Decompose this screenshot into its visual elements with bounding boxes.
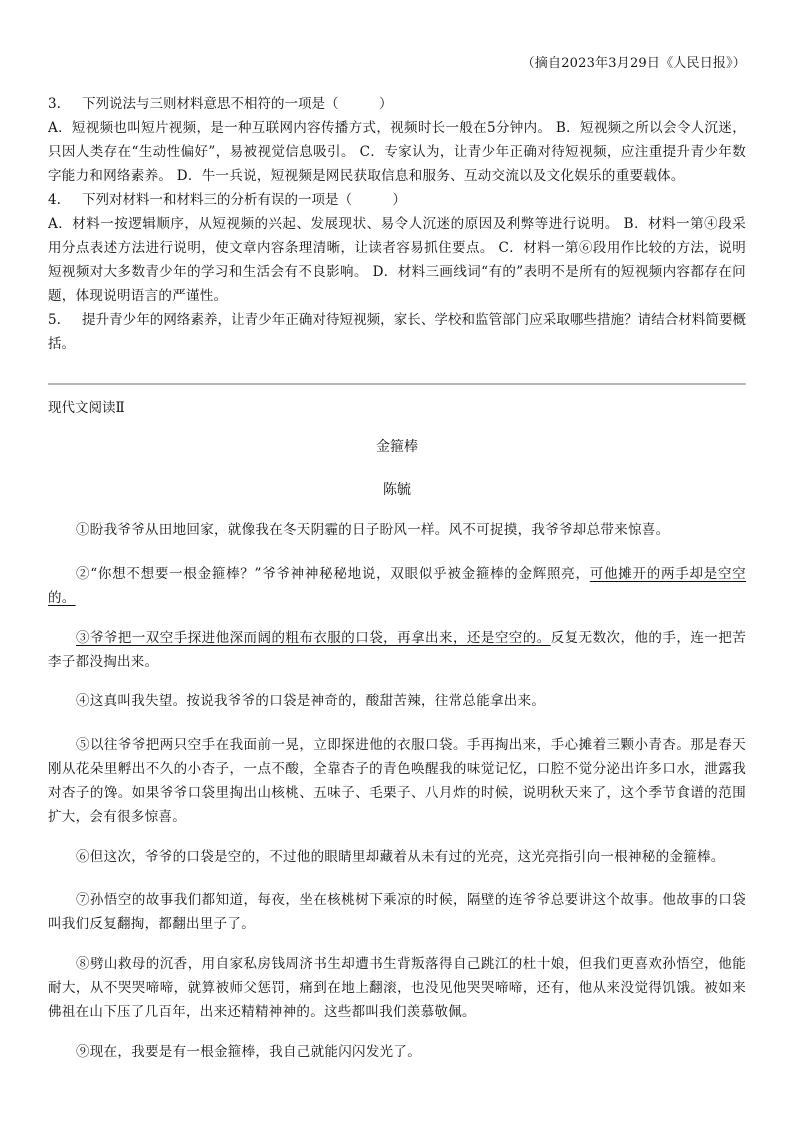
paragraph-text: ⑤以往爷爷把两只空手在我面前一晃，立即探进他的衣服口袋。手再掏出来，手心摊着三颗小青杏。那是春天刚从花朵里孵出不久的小杏子，一点不酸，全靠杏子的青色唤醒我的味觉记忆，口腔不觉分泌出许多口水，泄露我对杏子的馋。如果爷爷口袋里掏出山核桃、五味子、毛栗子、八月炸的时候，说明秋天来了，这个季节食谱的范围扩大，会有很多惊喜。 — [48, 737, 746, 825]
question-3 — [48, 92, 746, 116]
question-5 — [48, 308, 746, 356]
source-citation: （摘自2023年3月29日《人民日报》） — [521, 56, 746, 71]
question-stem: 下列说法与三则材料意思不相符的一项是（ ） — [82, 96, 393, 112]
article-title: 金箍棒 — [376, 439, 418, 455]
paragraph-text: ⑦孙悟空的故事我们都知道，每夜，坐在核桃树下乘凉的时候，隔壁的连爷爷总要讲这个故事。他故事的口袋叫我们反复翻掏，都翻出里子了。 — [48, 892, 746, 932]
paragraph-text: 反复无数次，他的手，连一把苦李子都没掏出来。 — [48, 630, 747, 670]
question-3-options: A．短视频也叫短片视频，是一种互联网内容传播方式，视频时长一般在5分钟内。 B．短视频之所以会令人沉迷，只因人类存在“生动性偏好”，易被视觉信息吸引。 C．专家认为，让青少年正确对待短视频，应注重提升青少年数字能力和网络素养。 D．牛一兵说，短视频是网民获取信息和服务、互动交流以及文化娱乐的重要载体。 — [48, 120, 746, 184]
question-4 — [48, 188, 746, 212]
question-number: 5. — [48, 312, 61, 328]
section-divider — [48, 383, 746, 385]
paragraph-2 — [48, 562, 746, 610]
paragraph-text: ①盼我爷爷从田地回家，就像我在冬天阴霾的日子盼风一样。风不可捉摸，我爷爷却总带来惊喜。 — [76, 522, 670, 538]
article-author: 陈毓 — [383, 482, 411, 498]
question-number: 4. — [48, 192, 61, 208]
paragraph-3 — [48, 626, 746, 674]
paragraph-text: ⑨现在，我要是有一根金箍棒，我自己就能闪闪发光了。 — [76, 1044, 421, 1060]
section-title: 现代文阅读Ⅱ — [48, 400, 125, 416]
paragraph-1 — [48, 518, 746, 542]
section-divider-wrap — [48, 383, 746, 385]
question-4-options: A．材料一按逻辑顺序，从短视频的兴起、发展现状、易令人沉迷的原因及利弊等进行说明。 B．材料一第④段采用分点表述方法进行说明，使文章内容条理清晰，让读者容易抓住要点。 C．材料一第⑥段用作比较的方法，说明短视频对大多数青少年的学习和生活会有不良影响。 D．材料三画线词“有的”表明不是所有的短视频内容都存在问题，体现说明语言的严谨性。 — [48, 216, 746, 304]
paragraph-8 — [48, 952, 746, 1024]
questions-block — [48, 92, 746, 356]
question-stem: 下列对材料一和材料三的分析有误的一项是（ ） — [82, 192, 406, 208]
paragraph-text: ⑥但这次，爷爷的口袋是空的，不过他的眼睛里却藏着从未有过的光亮，这光亮指引向一根神秘的金箍棒。 — [76, 849, 725, 865]
question-number: 3. — [48, 96, 61, 112]
paragraph-7 — [48, 888, 746, 936]
question-stem: 提升青少年的网络素养，让青少年正确对待短视频，家长、学校和监管部门应采取哪些措施？请结合材料简要概括。 — [48, 312, 746, 352]
paragraph-9 — [48, 1040, 746, 1064]
paragraph-text: ⑧劈山救母的沉香，用自家私房钱周济书生却遭书生背叛落得自己跳江的杜十娘，但我们更喜欢孙悟空，他能耐大，从不哭哭啼啼，就算被师父惩罚，痛到在地上翻滚，也没见他哭哭啼啼，还有，他从来没觉得饥饿。被如来佛祖在山下压了几百年，出来还精精神神的。这些都叫我们羡慕敬佩。 — [48, 956, 746, 1020]
paragraph-5 — [48, 733, 746, 829]
underlined-sentence: 可他摊开的两手却是空空的。 — [48, 566, 746, 606]
paragraph-6 — [48, 845, 746, 869]
paragraph-text: ②“你想不想要一根金箍棒？”爷爷神神秘秘地说，双眼似乎被金箍棒的金辉照亮， — [76, 566, 590, 582]
paragraph-4 — [48, 689, 746, 713]
underlined-sentence: ③爷爷把一双空手探进他深而阔的粗布衣服的口袋，再拿出来，还是空空的。 — [76, 630, 551, 646]
paragraph-text: ④这真叫我失望。按说我爷爷的口袋是神奇的，酸甜苦辣，往常总能拿出来。 — [76, 693, 546, 709]
